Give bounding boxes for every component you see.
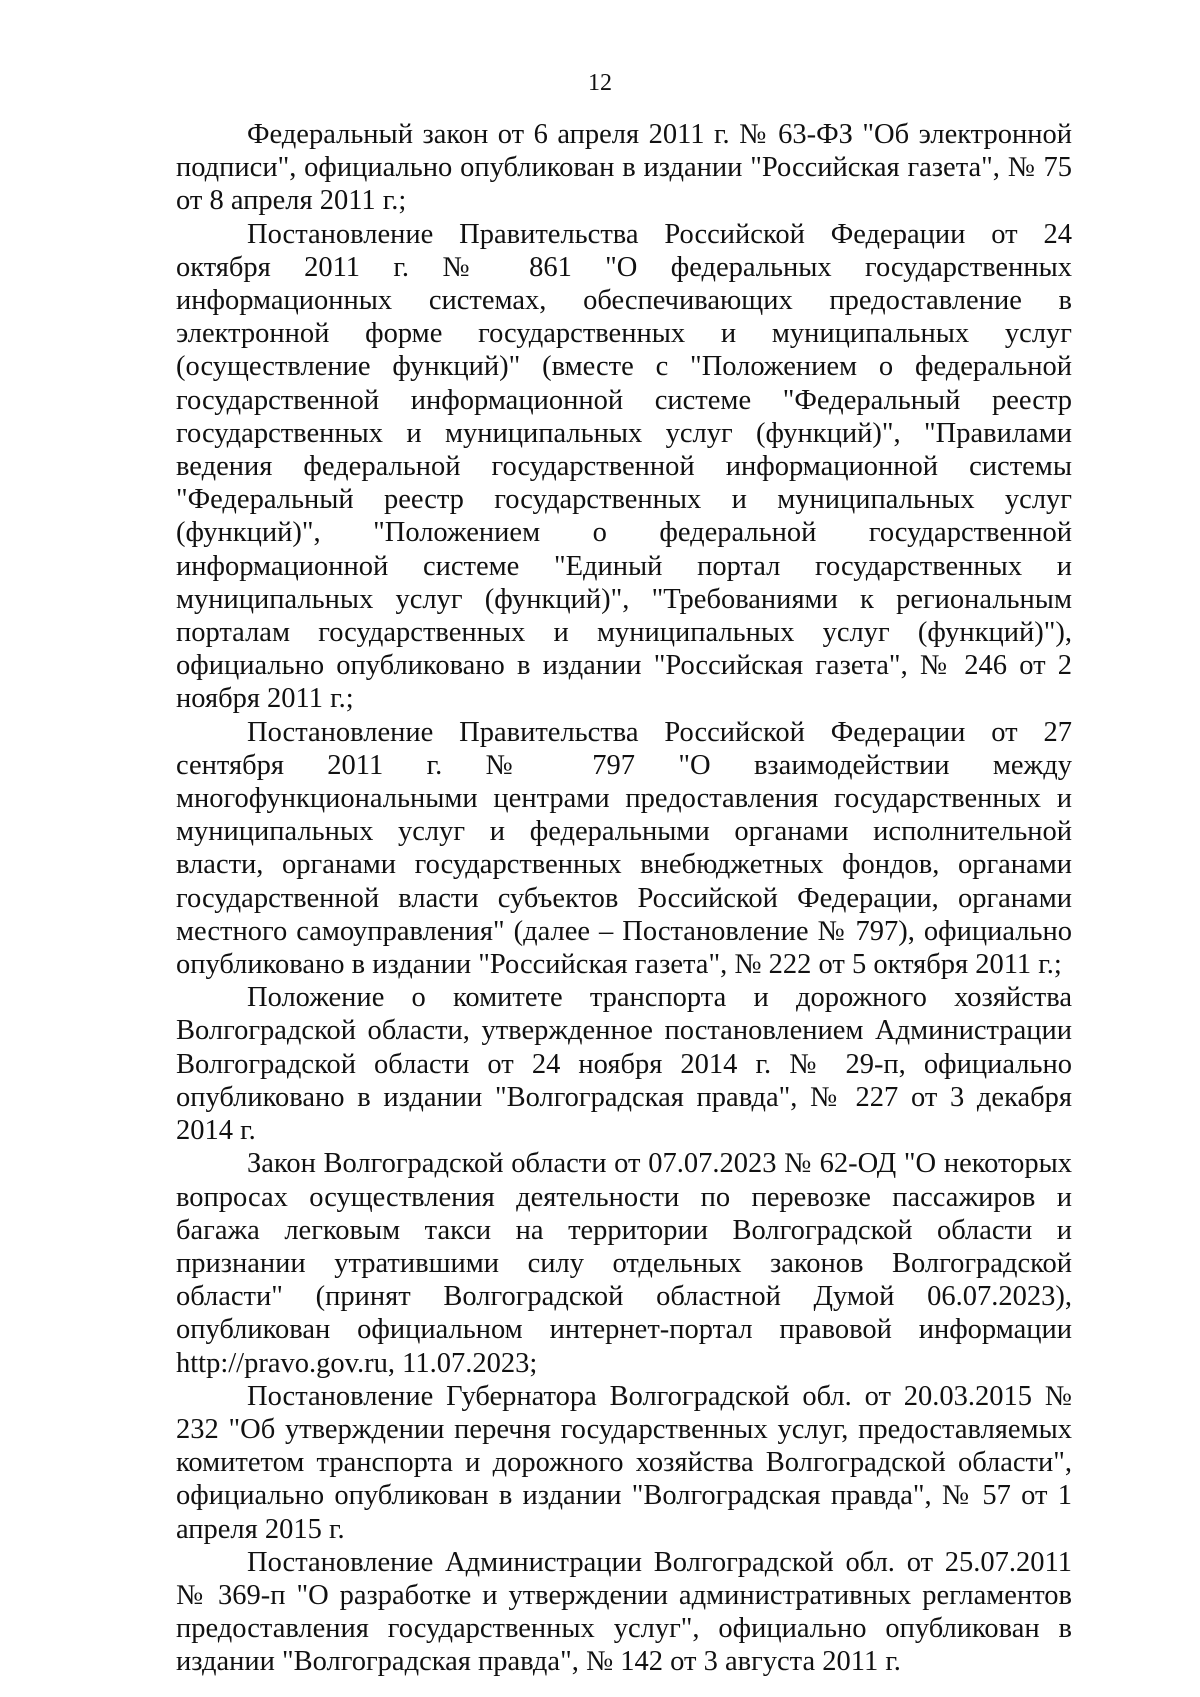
paragraph-federal-law-63fz: Федеральный закон от 6 апреля 2011 г. № 63-ФЗ "Об электронной подписи", официально опубликован в издании "Российская газета", № 75 от 8 апреля 2011 г.; bbox=[176, 119, 1072, 217]
paragraph-administration-resolution-369p: Постановление Администрации Волгоградской обл. от 25.07.2011 № 369-п "О разработке и утверждении административных регламентов предоставления государственных услуг", официально опубликован в издании "Волгоградская правда", № 142 от 3 августа 2011 г. bbox=[176, 1546, 1072, 1678]
paragraph-volgograd-law-62od: Закон Волгоградской области от 07.07.2023 № 62-ОД "О некоторых вопросах осуществления деятельности по перевозке пассажиров и багажа легковым такси на территории Волгоградской области и признании утратившими силу отдельных законов Волгоградской области" (принят Волгоградской областной Думой 06.07.2023), опубликован официальном интернет-портал правовой информации http://pravo.gov.ru, 11.07.2023; bbox=[176, 1148, 1072, 1379]
paragraph-resolution-797: Постановление Правительства Российской Федерации от 27 сентября 2011 г. № 797 "О взаимодействии между многофункциональными центрами предоставления государственных и муниципальных услуг и федеральными органами исполнительной власти, органами государственных внебюджетных фондов, органами государственной власти субъектов Российской Федерации, органами местного самоуправления" (далее – Постановление № 797), официально опубликовано в издании "Российская газета", № 222 от 5 октября 2011 г.; bbox=[176, 716, 1072, 981]
document-body bbox=[176, 118, 1072, 1679]
paragraph-resolution-861: Постановление Правительства Российской Федерации от 24 октября 2011 г. № 861 "О федеральных государственных информационных системах, обеспечивающих предоставление в электронной форме государственных и муниципальных услуг (осуществление функций)" (вместе с "Положением о федеральной государственной информационной системе "Федеральный реестр государственных и муниципальных услуг (функций)", "Правилами ведения федеральной государственной информационной системы "Федеральный реестр государственных и муниципальных услуг (функций)", "Положением о федеральной государственной информационной системе "Единый портал государственных и муниципальных услуг (функций)", "Требованиями к региональным порталам государственных и муниципальных услуг (функций)"), официально опубликовано в издании "Российская газета", № 246 от 2 ноября 2011 г.; bbox=[176, 218, 1072, 715]
paragraph-governor-resolution-232: Постановление Губернатора Волгоградской обл. от 20.03.2015 № 232 "Об утверждении перечня государственных услуг, предоставляемых комитетом транспорта и дорожного хозяйства Волгоградской области", официально опубликован в издании "Волгоградская правда", № 57 от 1 апреля 2015 г. bbox=[176, 1380, 1072, 1545]
paragraph-committee-regulation: Положение о комитете транспорта и дорожного хозяйства Волгоградской области, утвержденное постановлением Администрации Волгоградской области от 24 ноября 2014 г. № 29-п, официально опубликовано в издании "Волгоградская правда", № 227 от 3 декабря 2014 г. bbox=[176, 982, 1072, 1147]
page-number: 12 bbox=[588, 70, 612, 96]
